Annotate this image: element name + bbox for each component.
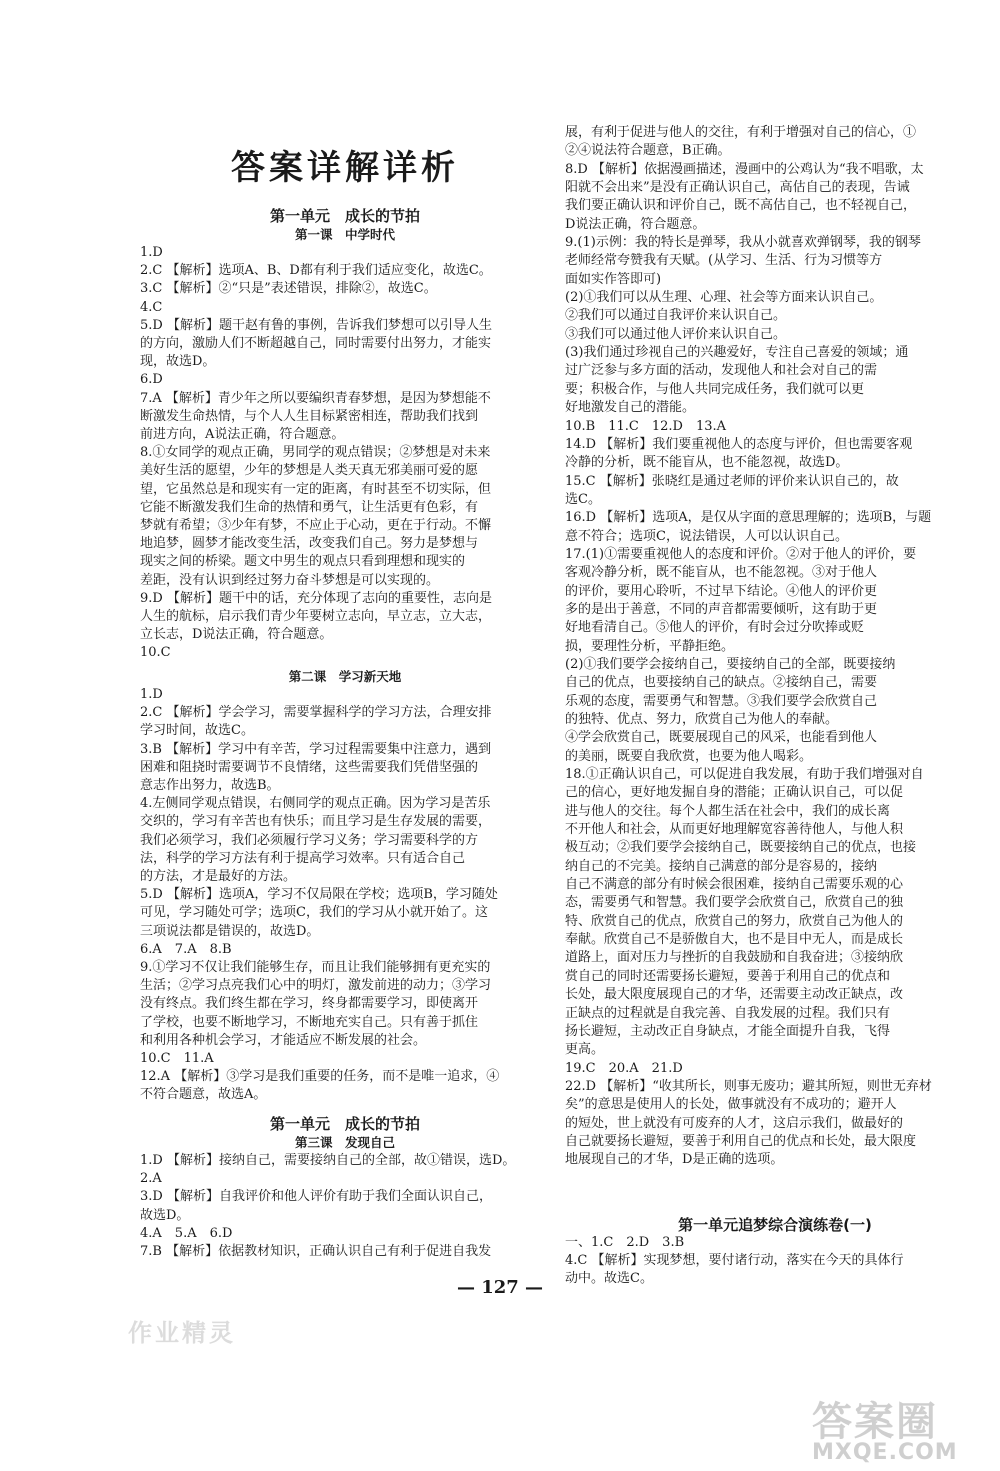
answer-line: 的方向，激励人们不断超越自己，同时需要付出努力，才能实 — [140, 336, 492, 352]
answer-line: 极互动；②我们要学会接纳自己，既要接纳自己的优点，也接 — [565, 840, 917, 856]
answer-line: 5.D 【解析】题干赵有鲁的事例，告诉我们梦想可以引导人生 — [140, 317, 492, 333]
answer-line: (2)①我们可以从生理、心理、社会等方面来认识自己。 — [565, 290, 883, 306]
answer-line: 2.C 【解析】选项A、B、D都有利于我们适应变化，故选C。 — [140, 263, 492, 279]
answer-line: (3)我们通过珍视自己的兴趣爱好，专注自己喜爱的领域；通 — [565, 345, 909, 361]
answer-line: 9.D 【解析】题干中的话，充分体现了志向的重要性，志向是 — [140, 590, 492, 606]
answer-line: 的短处，世上就没有可废弃的人才，这启示我们，做最好的 — [565, 1115, 904, 1131]
answer-line: 现，故选D。 — [140, 354, 216, 370]
answer-line: 的评价，要用心聆听，不过早下结论。④他人的评价更 — [565, 583, 878, 599]
answer-line: 的独特、优点、努力，欣赏自己为他人的奉献。 — [565, 712, 839, 727]
answer-line: 1.D — [140, 245, 163, 260]
answer-line: 7.A 【解析】青少年之所以要编织青春梦想，是因为梦想能不 — [140, 390, 491, 406]
answer-line: 可见，学习随处可学；选项C，我们的学习从小就开始了。这 — [140, 905, 488, 921]
answer-line: 梦就有希望；③少年有梦，不应止于心动，更在于行动。不懈 — [140, 518, 492, 534]
answer-line: 14.D 【解析】我们要重视他人的态度与评价，但也需要客观 — [565, 436, 913, 452]
answer-line: 前进方向，A说法正确，符合题意。 — [140, 427, 345, 443]
answer-line: 好地看清自己。⑤他人的评价，有时会过分吹捧或贬 — [565, 620, 865, 636]
unit1-heading: 第一单元 成长的节拍 — [269, 207, 420, 225]
answer-line: ②我们可以通过自我评价来认识自己。 — [565, 308, 787, 324]
answer-line: 10.B 11.C 12.D 13.A — [565, 418, 727, 434]
page-number: — 127 — — [456, 1277, 544, 1298]
answer-line: (2)①我们要学会接纳自己，要接纳自己的全部，既要接纳 — [565, 656, 896, 672]
answer-line: 态，需要勇气和智慧。我们要学会欣赏自己，欣赏自己的独 — [565, 895, 904, 911]
answer-line: 客观冷静分析，既不能盲从，也不能忽视。③对于他人 — [565, 565, 878, 581]
answer-line: 展，有利于促进与他人的交往，有利于增强对自己的信心，① — [565, 125, 917, 140]
footer-brand: 作业精灵 — [128, 1318, 236, 1347]
answer-line: 9.(1)示例：我的特长是弹琴，我从小就喜欢弹钢琴，我的钢琴 — [565, 235, 921, 251]
answer-line: 和利用各种机会学习，才能适应不断发展的社会。 — [140, 1032, 427, 1048]
exam-heading: 第一单元追梦综合演练卷(一) — [678, 1216, 872, 1234]
answer-line: 6.A 7.A 8.B — [140, 941, 232, 957]
answer-line: 4.A 5.A 6.D — [140, 1225, 233, 1241]
answer-line: 10.C 11.A — [140, 1051, 214, 1067]
answer-line: ③我们可以通过他人评价来认识自己。 — [565, 326, 787, 342]
answer-line: 人生的航标，启示我们青少年要树立志向，早立志，立大志， — [140, 609, 492, 625]
answer-line: 没有终点。我们终生都在学习，终身都需要学习，即使离开 — [140, 996, 479, 1012]
answer-line: 1.D — [140, 687, 163, 702]
answer-line: 更高。 — [565, 1042, 605, 1058]
lesson3-heading: 第三课 发现自己 — [294, 1135, 395, 1150]
lesson2-heading: 第二课 学习新天地 — [288, 669, 402, 684]
answer-line: 不开他人和社会，从而更好地理解宽容善待他人，与他人积 — [565, 822, 904, 838]
answer-line: 4.左侧同学观点错误，右侧同学的观点正确。因为学习是苦乐 — [140, 796, 491, 812]
watermark-url: MXQE.COM — [812, 1440, 958, 1465]
answer-line: 乐观的态度，需要勇气和智慧。③我们要学会欣赏自己 — [565, 693, 878, 709]
answer-line: 7.B 【解析】依据教材知识，正确认识自己有利于促进自我发 — [140, 1244, 492, 1260]
watermark-logo: 答案圈 — [812, 1399, 938, 1445]
answer-line: 5.D 【解析】选项A，学习不仅局限在学校；选项B，学习随处 — [140, 887, 498, 903]
answer-line: 面如实作答即可) — [565, 271, 662, 287]
answer-line: ④学会欣赏自己，既要展现自己的风采，也能看到他人 — [565, 730, 878, 746]
answer-line: 3.D 【解析】自我评价和他人评价有助于我们全面认识自己， — [140, 1189, 492, 1205]
answer-line: 19.C 20.A 21.D — [565, 1060, 683, 1076]
answer-line: 多的是出于善意，不同的声音都需要倾听，这有助于更 — [565, 601, 878, 617]
right-answers-cont — [565, 124, 985, 1170]
answer-line: 不符合题意，故选A。 — [140, 1087, 267, 1103]
answer-line: 意不符合；选项C，说法错误，人可以认识自己。 — [565, 528, 848, 544]
answer-line: 好地激发自己的潜能。 — [565, 400, 696, 416]
answer-line: 6.D — [140, 372, 163, 388]
answer-line: 动中。故选C。 — [565, 1271, 653, 1287]
lesson1-heading: 第一课 中学时代 — [294, 227, 395, 242]
answer-line: 损，要理性分析，平静拒绝。 — [565, 638, 735, 654]
answer-line: 9.①学习不仅让我们能够生存，而且让我们能够拥有更充实的 — [140, 960, 491, 976]
answer-line: 12.A 【解析】③学习是我们重要的任务，而不是唯一追求，④ — [140, 1069, 500, 1085]
answer-line: 奉献。欣赏自己不是骄傲自大，也不是目中无人，而是成长 — [565, 932, 904, 948]
answer-line: 地追梦，圆梦才能改变生活，改变我们自己。努力是梦想与 — [140, 536, 479, 552]
answer-line: 17.(1)①需要重视他人的态度和评价。②对于他人的评价，要 — [565, 546, 917, 562]
answer-line: 10.C — [140, 645, 171, 661]
answer-line: 故选D。 — [140, 1207, 190, 1223]
answer-line: 2.C 【解析】学会学习，需要掌握科学的学习方法，合理安排 — [140, 705, 492, 721]
answer-line: 差距，没有认识到经过努力奋斗梦想是可以实现的。 — [140, 572, 440, 588]
answer-line: 道路上，面对压力与挫折的自我鼓励和自我奋进；③接纳欣 — [565, 950, 904, 966]
answer-line: 过广泛参与多方面的活动，发现他人和社会对自己的需 — [565, 363, 878, 379]
answer-line: 自己不满意的部分有时候会很困难，接纳自己需要乐观的心 — [565, 877, 904, 893]
answer-line: 意志作出努力，故选B。 — [140, 778, 280, 794]
answer-line: 18.①正确认识自己，可以促进自我发展，有助于我们增强对自 — [565, 767, 924, 783]
answer-line: 要；积极合作，与他人共同完成任务，我们就可以更 — [565, 381, 865, 397]
answer-line: 它能不断激发我们生命的热情和勇气，让生活更有色彩，有 — [140, 499, 479, 515]
answer-line: 我们必须学习，我们必须履行学习义务；学习需要科学的方 — [140, 832, 479, 848]
answer-line: ②④说法符合题意，B正确。 — [565, 143, 731, 159]
answer-line: 自己的优点，也要接纳自己的缺点。②接纳自己，需要 — [565, 675, 878, 691]
answer-line: 3.C 【解析】②“只是”表述错误，排除②，故选C。 — [140, 281, 437, 297]
unit1b-heading: 第一单元 成长的节拍 — [269, 1115, 420, 1133]
answer-line: 2.A — [140, 1171, 162, 1187]
answer-line: 8.D 【解析】依据漫画描述，漫画中的公鸡认为“我不唱歌，太 — [565, 161, 924, 177]
answer-line: 立长志，D说法正确，符合题意。 — [140, 627, 333, 643]
answer-line: 正缺点的过程就是自我完善、自我发展的过程。我们只有 — [565, 1005, 891, 1021]
answer-line: 交织的，学习有辛苦也有快乐；而且学习是生存发展的需要， — [140, 814, 492, 830]
left-answers-lesson1 — [140, 244, 550, 663]
answer-line: 三项说法都是错误的，故选D。 — [140, 923, 320, 939]
answer-line: 22.D 【解析】“收其所长，则事无废功；避其所短，则世无弃材 — [565, 1078, 932, 1094]
answer-line: 冷静的分析，既不能盲从，也不能忽视，故选D。 — [565, 455, 849, 471]
answer-line: 现实之间的桥梁。题文中男生的观点只看到理想和现实的 — [140, 554, 466, 570]
answer-line: 1.D 【解析】接纳自己，需要接纳自己的全部，故①错误，选D。 — [140, 1153, 516, 1168]
left-answers-lesson2 — [140, 686, 550, 1105]
answer-line: 学习时间，故选C。 — [140, 723, 254, 739]
answer-line: 4.C — [140, 299, 163, 315]
main-title: 答案详解详析 — [231, 148, 459, 188]
answer-line: 自己就要扬长避短，要善于利用自己的优点和长处，最大限度 — [565, 1133, 917, 1149]
answer-line: 4.C 【解析】实现梦想，要付诸行动，落实在今天的具体行 — [565, 1253, 904, 1269]
answer-line: 纳自己的不完美。接纳自己满意的部分是容易的，接纳 — [565, 858, 878, 874]
answer-line: 的美丽，既要自我欣赏，也要为他人喝彩。 — [565, 748, 813, 764]
answer-line: 断激发生命热情，与个人人生目标紧密相连，帮助我们找到 — [140, 408, 479, 424]
answer-line: 我们要正确认识和评价自己，既不高估自己，也不轻视自己， — [565, 198, 917, 214]
answer-line: 困难和阻挠时需要调节不良情绪，这些需要我们凭借坚强的 — [140, 759, 479, 775]
answer-line: 阳就不会出来”是没有正确认识自己，高估自己的表现，告诫 — [565, 180, 910, 196]
answer-line: 16.D 【解析】选项A，是仅从字面的意思理解的；选项B，与题 — [565, 510, 932, 526]
answer-line: 特、欣赏自己的优点，欣赏自己的努力，欣赏自己为他人的 — [565, 913, 904, 929]
answer-line: 15.C 【解析】张晓红是通过老师的评价来认识自己的，故 — [565, 473, 899, 489]
answer-line: 地展现自己的才华，D是正确的选项。 — [565, 1152, 784, 1168]
answer-line: 3.B 【解析】学习中有辛苦，学习过程需要集中注意力，遇到 — [140, 741, 492, 757]
answer-line: 进与他人的交往。每个人都生活在社会中，我们的成长离 — [565, 803, 891, 819]
answer-line: 法，科学的学习方法有利于提高学习效率。只有适合自己 — [140, 850, 466, 866]
answer-line: 赏自己的同时还需要扬长避短，要善于利用自己的优点和 — [565, 968, 891, 984]
answer-line: 8.①女同学的观点正确，男同学的观点错误；②梦想是对未来 — [140, 445, 491, 461]
answer-line: 望，它虽然总是和现实有一定的距离，有时甚至不切实际，但 — [140, 481, 492, 497]
answer-line: 长处，最大限度展现自己的才华，还需要主动改正缺点，改 — [565, 987, 904, 1003]
answer-line: 选C。 — [565, 491, 601, 507]
answer-line: D说法正确，符合题意。 — [565, 216, 706, 232]
answer-line: 了学校，也要不断地学习，不断地充实自己。只有善于抓住 — [140, 1014, 479, 1030]
answer-line: 老师经常夸赞我有天赋。(从学习、生活、行为习惯等方 — [565, 253, 883, 269]
answer-line: 己的信心，更好地发掘自身的潜能；正确认识自己，可以促 — [565, 785, 904, 801]
answer-line: 生活；②学习点亮我们心中的明灯，激发前进的动力；③学习 — [140, 978, 492, 994]
answer-line: 一、1.C 2.D 3.B — [565, 1235, 685, 1250]
answer-line: 矣”的意思是使用人的长处，做事就没有不成功的；避开人 — [565, 1097, 897, 1113]
left-answers-lesson3 — [140, 1152, 550, 1261]
answer-line: 美好生活的愿望，少年的梦想是人类天真无邪美丽可爱的愿 — [140, 463, 479, 479]
answer-line: 的方法，才是最好的方法。 — [140, 869, 297, 885]
answer-line: 扬长避短，主动改正自身缺点，才能全面提升自我，飞得 — [565, 1023, 891, 1039]
